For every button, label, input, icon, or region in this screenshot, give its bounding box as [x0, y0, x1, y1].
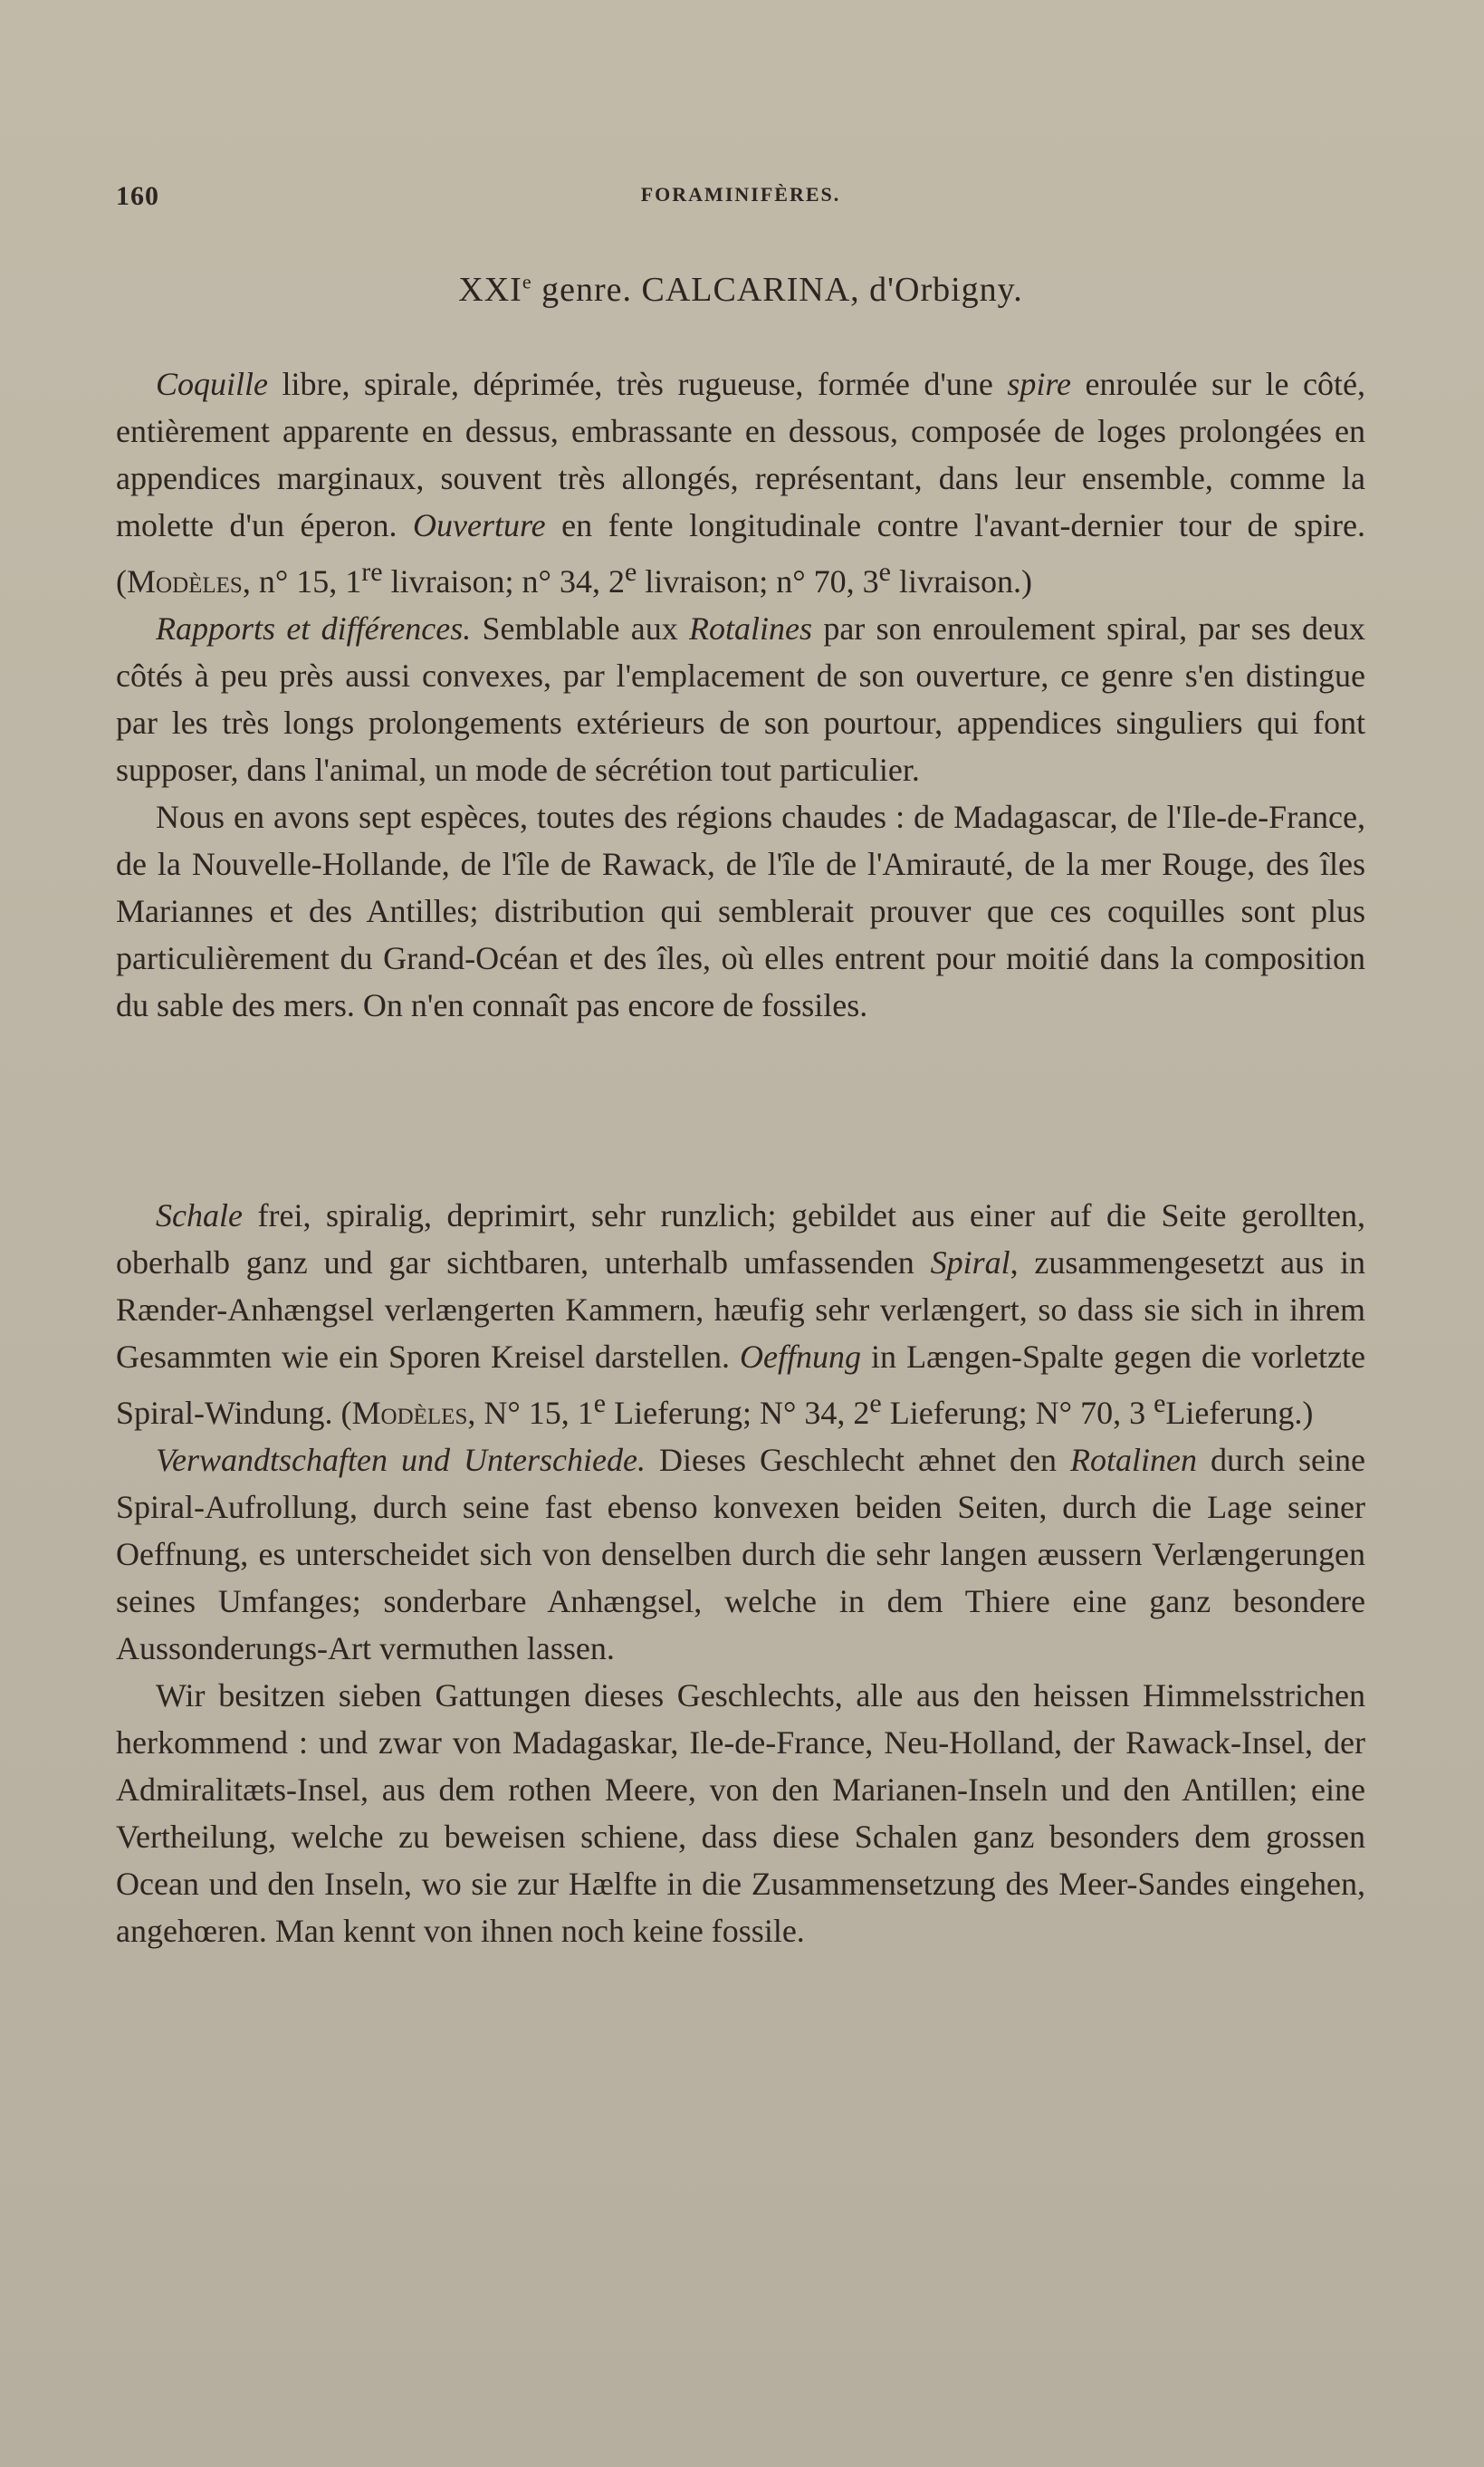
french-p1-text-7: livraison.)	[891, 563, 1032, 600]
label-schale: Schale	[156, 1197, 243, 1234]
page-number: 160	[116, 181, 159, 211]
label-ouverture: Ouverture	[412, 507, 546, 543]
german-p1-sup-2: e	[869, 1388, 882, 1418]
french-p1-sup-1: re	[361, 557, 383, 587]
french-paragraph-rapports	[116, 605, 1365, 793]
french-p1-text-6: livraison; n° 70, 3	[637, 563, 879, 600]
page-header	[116, 181, 1365, 217]
term-modeles-de: Modèles	[351, 1395, 468, 1431]
french-p1-sup-3: e	[878, 557, 891, 587]
french-description	[116, 360, 1365, 1029]
term-spiral: Spiral	[930, 1244, 1010, 1281]
genus-ordinal: XXI	[458, 271, 522, 309]
german-p1-text-7: Lieferung.)	[1165, 1395, 1314, 1431]
french-p1-text-1: libre, spirale, déprimée, très rugueuse, formée d'une	[268, 366, 1008, 402]
french-p1-text-5: livraison; n° 34, 2	[382, 563, 625, 600]
german-description	[116, 1192, 1365, 1954]
french-p1-text-2: enroulée sur le côté, entièrement apparente en dessus, embrassante en dessous, composée de loges prolongées en appendices marginaux, souvent très allongés, représentant, dans leur ensemble, comme la molette d'un éperon.	[116, 366, 1365, 543]
german-p1-sup-3: e	[1154, 1388, 1166, 1418]
label-rapports: Rapports et différences.	[156, 610, 472, 647]
running-title: FORAMINIFÈRES.	[640, 183, 841, 206]
term-spire: spire	[1007, 366, 1072, 402]
label-verwandtschaften: Verwandtschaften und Unterschiede.	[156, 1442, 646, 1478]
genus-title	[116, 270, 1365, 310]
french-p2-text-2: par son enroulement spiral, par ses deux côtés à peu près aussi convexes, par l'emplacement de son ouverture, ce genre s'en distingue par les très longs prolongements extérieurs de son pourtour, appendices singuliers qui font supposer, dans l'animal, un mode de sécrétion tout particulier.	[116, 610, 1365, 788]
term-modeles: Modèles	[127, 563, 243, 600]
german-p1-text-2: , zusammengesetzt aus in Rænder-Anhængsel verlængerten Kammern, hæufig sehr verlængert, so dass sie sich in ihrem Gesammten wie ein Sporen Kreisel darstellen.	[116, 1244, 1365, 1375]
french-paragraph-shell	[116, 360, 1365, 605]
french-paragraph-species: Nous en avons sept espèces, toutes des régions chaudes : de Madagascar, de l'Ile-de-France, de la Nouvelle-Hollande, de l'île de Rawack, de l'île de l'Amirauté, de la mer Rouge, des îles Mariannes et des Antilles; distribution qui semblerait prouver que ces coquilles sont plus particulièrement du Grand-Océan et des îles, où elles entrent pour moitié dans la composition du sable des mers. On n'en connaît pas encore de fossiles.	[116, 799, 1365, 1023]
german-p1-sup-1: e	[593, 1388, 607, 1418]
german-p1-text-1: frei, spiralig, deprimirt, sehr runzlich; gebildet aus einer auf die Seite gerollten, oberhalb ganz und gar sichtbaren, unterhalb umfassenden	[116, 1197, 1365, 1281]
german-p1-text-4: , N° 15, 1	[467, 1395, 594, 1431]
german-p2-text-1: Dieses Geschlecht æhnet den	[645, 1442, 1071, 1478]
french-p1-text-3: en fente longitudinale contre l'avant-dernier tour de spire. (	[116, 507, 1365, 600]
french-p1-text-4: , n° 15, 1	[242, 563, 362, 600]
genus-ordinal-suffix: e	[522, 270, 532, 293]
term-rotalinen: Rotalinen	[1070, 1442, 1197, 1478]
label-coquille: Coquille	[156, 366, 268, 402]
german-paragraph-species: Wir besitzen sieben Gattungen dieses Geschlechts, alle aus den heissen Himmelsstrichen herkommend : und zwar von Madagaskar, Ile-de-France, Neu-Holland, der Rawack-Insel, der Admiralitæts-Insel, aus dem rothen Meere, von den Marianen-Inseln und den Antillen; eine Vertheilung, welche zu beweisen schiene, dass diese Schalen ganz besonders dem grossen Ocean und den Inseln, wo sie zur Hælfte in die Zusammensetzung des Meer-Sandes eingehen, angehœren. Man kennt von ihnen noch keine fossile.	[116, 1677, 1365, 1949]
label-oeffnung: Oeffnung	[740, 1339, 861, 1375]
term-rotalines: Rotalines	[689, 610, 813, 647]
french-p2-text-1: Semblable aux	[471, 610, 690, 647]
german-p1-text-5: Lieferung; N° 34, 2	[606, 1395, 870, 1431]
french-p1-sup-2: e	[624, 557, 637, 587]
genus-name: genre. CALCARINA, d'Orbigny.	[531, 271, 1023, 309]
german-paragraph-verwandtschaften	[116, 1436, 1365, 1672]
german-p1-text-6: Lieferung; N° 70, 3	[881, 1395, 1154, 1431]
german-paragraph-schale	[116, 1192, 1365, 1436]
german-p2-text-2: durch seine Spiral-Aufrollung, durch seine fast ebenso konvexen beiden Seiten, durch die Lage seiner Oeffnung, es unterscheidet sich von denselben durch die sehr langen æussern Verlængerungen seines Umfanges; sonderbare Anhængsel, welche in dem Thiere eine ganz besondere Aussonderungs-Art vermuthen lassen.	[116, 1442, 1365, 1666]
german-p1-text-3: in Længen-Spalte gegen die vorletzte Spiral-Windung. (	[116, 1339, 1365, 1431]
